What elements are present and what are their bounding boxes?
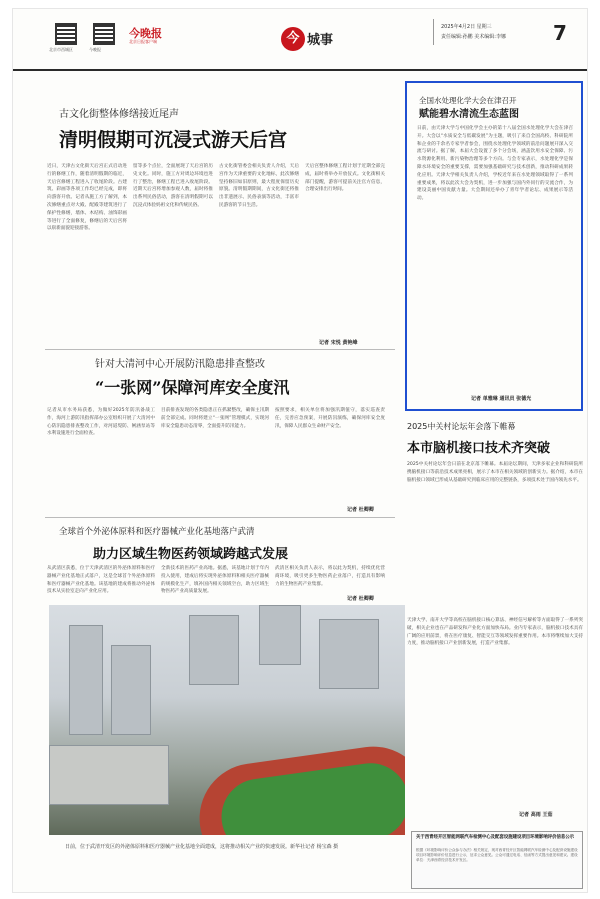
story-body-column: 全新技术的医药产业高地。据悉，该基地计划于年内投入使用，建成后将实现外泌体原料和相关医疗器械的规模化生产，填补国内相关领域空白，助力区域生物医药产业高质量发展。 <box>161 566 269 595</box>
story-body-column: 从武清区获悉，位于天津武清区的外泌体原料和医疗器械产业化基地正式落户，这是全球首个外泌体原料和医疗器械产业化基地。该基地的建成将推动外泌体技术从实验室走向产业化应用。 <box>47 566 155 595</box>
newspaper-page <box>12 8 588 893</box>
story-body-column: 天后宫整体修缮工程计划于近期全部完成，届时将举办开放仪式。文化街相关部门提醒，游客可提前关注官方信息，合理安排出行时间。 <box>305 164 385 193</box>
qr-left-caption: 北京市西城区 <box>49 47 73 52</box>
story-byline: 记者 高雨 王茹 <box>519 812 553 818</box>
logo-subtitle: 北京日报客户端 <box>129 39 157 44</box>
story-body-column: 按照要求，相关单位将加强汛期值守，落实巡查责任，完善应急预案，开展防汛演练，确保河库安全度汛，保障人民群众生命财产安全。 <box>275 408 385 429</box>
qr-right-caption: 今晚报 <box>89 47 101 52</box>
story-kicker: 全球首个外泌体原料和医疗器械产业化基地落户武清 <box>59 527 255 537</box>
story-headline: “一张网”保障河库安全度汛 <box>95 378 290 397</box>
story-body-column: 武清区相关负责人表示，将以此为契机，持续优化营商环境，吸引更多生物医药企业落户，打造具有影响力的生物医药产业集群。 <box>275 566 385 587</box>
story-kicker: 2025中关村论坛年会落下帷幕 <box>407 422 516 431</box>
page-header <box>13 9 588 71</box>
editors-line: 责任编辑:孙鹏 美术编辑:李娜 <box>441 34 506 40</box>
building-shape <box>319 619 379 689</box>
featured-story-box <box>405 81 583 411</box>
divider <box>45 349 395 350</box>
story-headline: 本市脑机接口技术齐突破 <box>407 441 551 456</box>
campus-aerial-photo <box>49 605 405 835</box>
featured-body: 日前，由天津大学与中国化学会主办的第十八届全国水处理化学大会在津召开。大会以“水质安全与低碳发展”为主题，吸引了来自全国高校、科研院所和企业的千余名专家学者参会，围绕水处理化学领域的前沿问题展开深入交流与研讨。据了解，本届大会设置了多个分会场，涵盖饮用水安全保障、污水资源化利用、新污染物治理等多个方向。与会专家表示，水处理化学是保障水环境安全的重要支撑，需要加强基础研究与技术创新，推动科研成果转化应用。天津大学相关负责人介绍，学校近年来在水处理领域取得了一系列重要成果，将以此次大会为契机，进一步加强与国内外同行的交流合作，为建设美丽中国贡献力量。大会期间还举办了青年学者论坛、成果展示等活动。 <box>417 126 573 202</box>
photo-caption: 日前，位于武清开发区的外泌体原料和医疗器械产业化基地全面建成，这将推动相关产业的快速发展。新华社记者 杨宝森 摄 <box>65 844 339 850</box>
section-mark-icon: 今 <box>281 27 305 51</box>
divider <box>45 517 395 518</box>
story-body-column: 记者从市水务局获悉，为做好2025年防汛备战工作，海河上游防汛指挥部办公室组织开展了大清河中心防汛隐患排查整改工作，对河道堤防、闸涵泵站等水利设施进行全面检查。 <box>47 408 155 437</box>
building-shape <box>111 645 151 735</box>
building-shape <box>189 615 239 685</box>
building-shape <box>69 625 103 735</box>
story-body-column: 目前排查发现的各类隐患正在抓紧整改，确保主汛期前全部完成。同时将建立“一张网”管理模式，实现河库安全隐患动态清零，全面提升防汛能力。 <box>161 408 269 429</box>
story-body-column: 古文化街管委会相关负责人介绍，天后宫作为天津重要的文化地标，此次修缮坚持修旧如旧原则，最大程度保留历史原貌。清明假期期间，古文化街还将推出非遗展示、民俗表演等活动，丰富市民游客的节日生活。 <box>219 164 299 208</box>
story-body-column: 近日，天津古文化街天后宫正式启动进行的修缮工作，随着清明假期的临近，天后宫修缮工程进入了收尾阶段。古建筑、彩画等各项工作均已经完成，即将向游客开放。记者从施工方了解到，本次修缮重点对大殿、配殿等建筑进行了保护性修缮，墙体、木结构、油饰彩画等进行了全面修复，修缮后的天后宫将以崭新面貌迎接游客。 <box>47 164 127 232</box>
qr-code-icon <box>93 23 115 45</box>
ad-title: 关于西青经开区智能网联汽车检测中心及配套设施建设项目环境影响评价信息公示 <box>416 835 575 840</box>
qr-code-icon <box>55 23 77 45</box>
building-shape <box>49 745 169 805</box>
section-name: 城事 <box>307 33 334 48</box>
building-shape <box>259 605 301 665</box>
page-number: 7 <box>553 21 567 45</box>
featured-kicker: 全国水处理化学大会在津召开 <box>419 96 517 105</box>
featured-byline: 记者 单雅琳 通讯员 张德光 <box>471 396 532 402</box>
story-kicker: 针对大清河中心开展防汛隐患排查整改 <box>95 359 265 370</box>
header-divider <box>433 19 434 45</box>
story-byline: 记者 宋悦 黄艳峰 <box>319 340 358 346</box>
story-kicker: 古文化街整体修缮接近尾声 <box>59 109 179 120</box>
ad-body: 根据《环境影响评价公众参与办法》相关规定，现对西青经开区智能网联汽车检测中心及配套设施建设项目环境影响评价信息进行公示，征求公众意见。公众可通过电话、信函等方式提出意见和建议。建设单位：天津西青经济技术开发区。 <box>416 848 578 862</box>
featured-headline: 赋能碧水清流生态蓝图 <box>419 109 519 120</box>
issue-date: 2025年4月2日 星期三 <box>441 24 492 30</box>
story-headline: 清明假期可沉浸式游天后宫 <box>59 129 288 151</box>
newspaper-logo: 今晚报 <box>129 27 162 40</box>
story-byline: 记者 杜卿卿 <box>347 596 374 602</box>
story-byline: 记者 杜卿卿 <box>347 507 374 513</box>
public-notice-ad <box>411 831 583 889</box>
story-body-column: 天津大学、南开大学等高校在脑机接口核心算法、神经信号解析等方面取得了一系列突破，相关企业也在产品研发和产业化方面加快布局。业内专家表示，脑机接口技术具有广阔的应用前景，将在医疗康复、智能交互等领域发挥重要作用。本市将继续加大支持力度，推动脑机接口产业创新发展，打造产业集群。 <box>407 618 583 647</box>
story-body-column: 留等多个点位，全面展现了天后宫的历史文化。同时，施工方对周边环境也进行了整治，修缮工程已进入收尾阶段。近期天后宫将增加参观人数，届时将推出系列民俗活动，游客在清明假期可以沉浸式体验妈祖文化和传统民俗。 <box>133 164 213 208</box>
story-headline: 助力区域生物医药领域跨越式发展 <box>93 547 289 562</box>
story-body-column: 2025中关村论坛年会日前在北京落下帷幕。本届论坛期间，天津多家企业和科研院所携脑机接口等前沿技术成果亮相，展示了本市在相关领域的创新实力。据介绍，本市在脑机接口领域已形成从基础研究到临床应用的完整链条，多项技术处于国内领先水平。 <box>407 462 583 483</box>
